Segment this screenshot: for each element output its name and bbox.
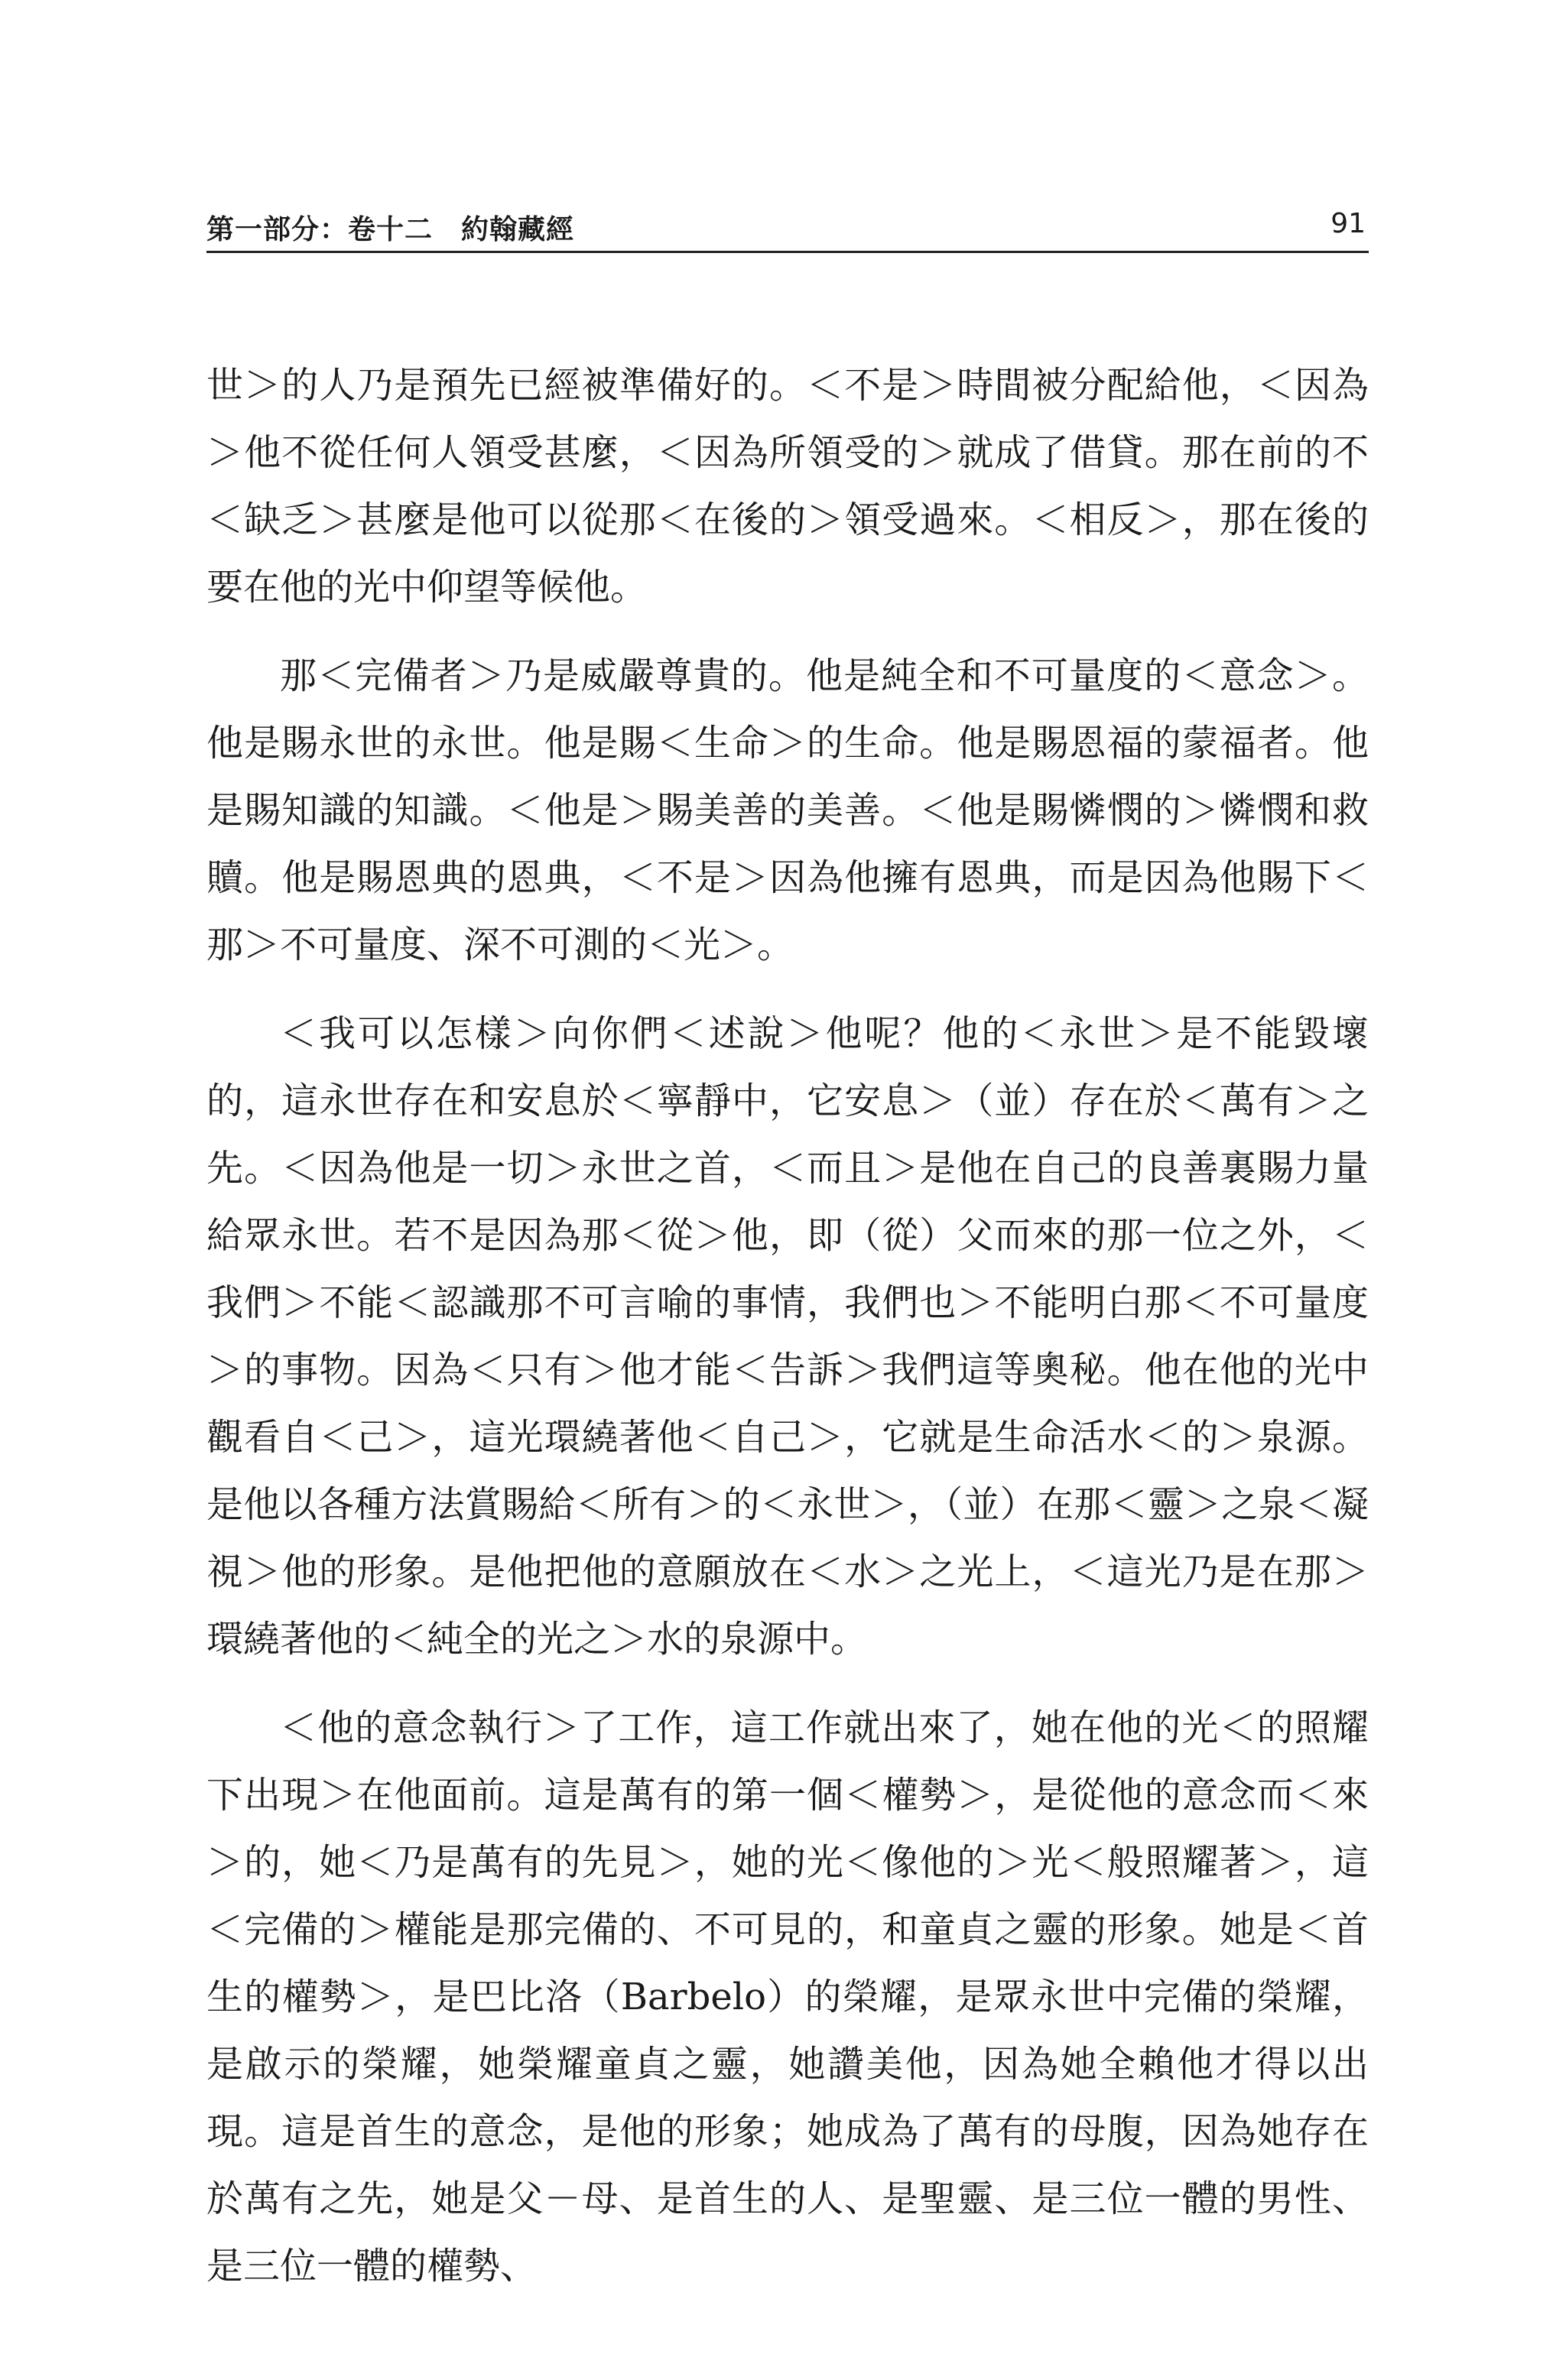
- paragraph-3: ＜我可以怎樣＞向你們＜述說＞他呢？他的＜永世＞是不能毀壞的，這永世存在和安息於＜寧靜中，它安息＞（並）存在於＜萬有＞之先。＜因為他是一切＞永世之首，＜而且＞是他在自己的良善裏賜力量給眾永世。若不是因為那＜從＞他，即（從）父而來的那一位之外，＜我們＞不能＜認識那不可言喻的事情，我們也＞不能明白那＜不可量度＞的事物。因為＜只有＞他才能＜告訴＞我們這等奧秘。他在他的光中觀看自＜己＞，這光環繞著他＜自己＞，它就是生命活水＜的＞泉源。是他以各種方法賞賜給＜所有＞的＜永世＞，（並）在那＜靈＞之泉＜凝視＞他的形象。是他把他的意願放在＜水＞之光上，＜這光乃是在那＞環繞著他的＜純全的光之＞水的泉源中。: [206, 1012, 1369, 1661]
- page-number: 91: [1330, 208, 1366, 239]
- paragraph-4: ＜他的意念執行＞了工作，這工作就出來了，她在他的光＜的照耀下出現＞在他面前。這是萬有的第一個＜權勢＞，是從他的意念而＜來＞的，她＜乃是萬有的先見＞，她的光＜像他的＞光＜般照耀著＞，這＜完備的＞權能是那完備的、不可見的，和童貞之靈的形象。她是＜首生的權勢＞，是巴比洛（Barbelo）的榮耀，是眾永世中完備的榮耀，是啟示的榮耀，她榮耀童貞之靈，她讚美他，因為她全賴他才得以出現。這是首生的意念，是他的形象；她成為了萬有的母腹，因為她存在於萬有之先，她是父－母、是首生的人、是聖靈、是三位一體的男性、是三位一體的權勢、: [206, 1706, 1369, 2287]
- paragraph-1: 世＞的人乃是預先已經被準備好的。＜不是＞時間被分配給他，＜因為＞他不從任何人領受甚麼，＜因為所領受的＞就成了借貸。那在前的不＜缺乏＞甚麼是他可以從那＜在後的＞領受過來。＜相反＞，那在後的要在他的光中仰望等候他。: [206, 364, 1369, 609]
- running-head: 第一部分：卷十二 約翰藏經: [206, 214, 575, 245]
- page-header: [206, 206, 1369, 253]
- body-text: [206, 352, 1369, 2321]
- paragraph-2: 那＜完備者＞乃是威嚴尊貴的。他是純全和不可量度的＜意念＞。他是賜永世的永世。他是賜＜生命＞的生命。他是賜恩福的蒙福者。他是賜知識的知識。＜他是＞賜美善的美善。＜他是賜憐憫的＞憐憫和救贖。他是賜恩典的恩典，＜不是＞因為他擁有恩典，而是因為他賜下＜那＞不可量度、深不可測的＜光＞。: [206, 654, 1369, 966]
